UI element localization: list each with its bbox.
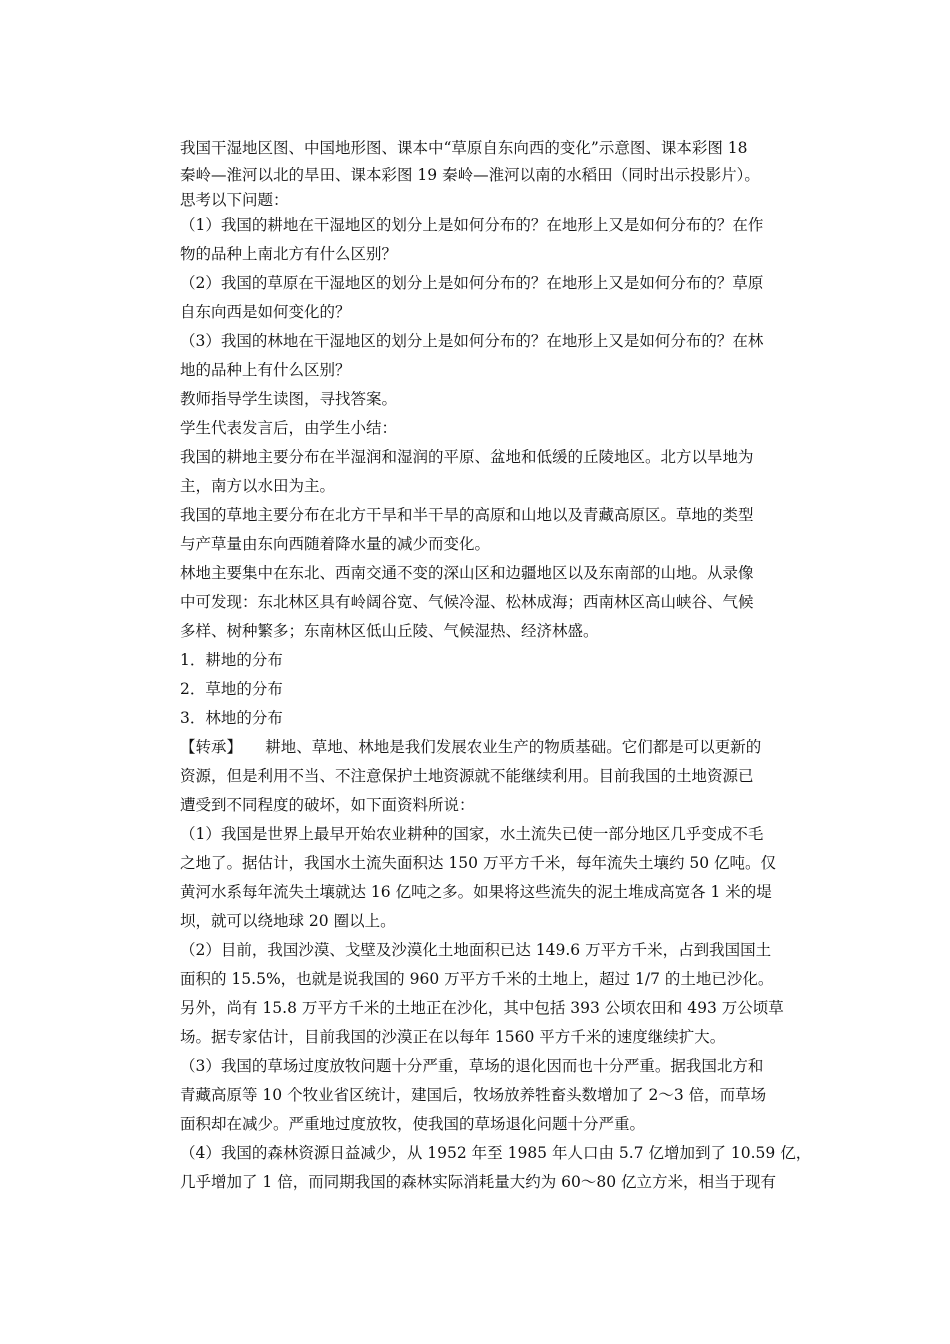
text-line: 青藏高原等 10 个牧业省区统计，建国后，牧场放养牲畜头数增加了 2～3 倍，而草场 <box>180 1086 767 1104</box>
text-line: 我国的草地主要分布在北方干旱和半干旱的高原和山地以及青藏高原区。草地的类型 <box>180 506 754 524</box>
document-page <box>180 135 812 1197</box>
text-line: 之地了。据估计，我国水土流失面积达 150 万平方千米，每年流失土壤约 50 亿吨。仅 <box>180 854 777 872</box>
material-4-line: （4）我国的森林资源日益减少，从 1952 年至 1985 年人口由 5.7 亿增加到了 10.59 亿， <box>180 1144 812 1162</box>
list-item: 2．草地的分布 <box>180 680 283 698</box>
text-line: 地的品种上有什么区别？ <box>180 361 351 379</box>
transition-heading-line: 【转承】 耕地、草地、林地是我们发展农业生产的物质基础。它们都是可以更新的 <box>180 738 762 756</box>
text-line: 教师指导学生读图，寻找答案。 <box>180 390 398 408</box>
text-line: 自东向西是如何变化的？ <box>180 303 351 321</box>
text-line: 几乎增加了 1 倍，而同期我国的森林实际消耗量大约为 60～80 亿立方米，相当于现有 <box>180 1173 777 1191</box>
list-item: 1．耕地的分布 <box>180 651 283 669</box>
text-line: 面积却在减少。严重地过度放牧，使我国的草场退化问题十分严重。 <box>180 1115 646 1133</box>
text-line: 另外，尚有 15.8 万平方千米的土地正在沙化，其中包括 393 公顷农田和 493 万公顷草 <box>180 999 784 1017</box>
text-line: 秦岭—淮河以北的旱田、课本彩图 19 秦岭—淮河以南的水稻田（同时出示投影片）。 <box>180 166 760 184</box>
text-line: 面积的 15.5%，也就是说我国的 960 万平方千米的土地上，超过 1/7 的土地已沙化。 <box>180 970 774 988</box>
text-line: 物的品种上南北方有什么区别？ <box>180 245 398 263</box>
text-line: 学生代表发言后，由学生小结： <box>180 419 398 437</box>
text-line: 中可发现：东北林区具有岭阔谷宽、气候冷湿、松林成海；西南林区高山峡谷、气候 <box>180 593 754 611</box>
text-line: 林地主要集中在东北、西南交通不变的深山区和边疆地区以及东南部的山地。从录像 <box>180 564 754 582</box>
text-line: 黄河水系每年流失土壤就达 16 亿吨之多。如果将这些流失的泥土堆成高宽各 1 米的堤 <box>180 883 772 901</box>
text-line: 我国的耕地主要分布在半湿润和湿润的平原、盆地和低缓的丘陵地区。北方以旱地为 <box>180 448 754 466</box>
material-2-line: （2）目前，我国沙漠、戈壁及沙漠化土地面积已达 149.6 万平方千米，占到我国国土 <box>180 941 772 959</box>
text-line: 资源，但是利用不当、不注意保护土地资源就不能继续利用。目前我国的土地资源已 <box>180 767 754 785</box>
text-line: 主，南方以水田为主。 <box>180 477 336 495</box>
text-line: 遭受到不同程度的破坏，如下面资料所说： <box>180 796 475 814</box>
list-item: 3．林地的分布 <box>180 709 283 727</box>
text-line: 与产草量由东向西随着降水量的减少而变化。 <box>180 535 491 553</box>
text-line: 坝，就可以绕地球 20 圈以上。 <box>180 912 396 930</box>
text-line: 多样、树种繁多；东南林区低山丘陵、气候湿热、经济林盛。 <box>180 622 599 640</box>
question-2-line: （2）我国的草原在干湿地区的划分上是如何分布的？在地形上又是如何分布的？草原 <box>180 274 764 292</box>
question-1-line: （1）我国的耕地在干湿地区的划分上是如何分布的？在地形上又是如何分布的？在作 <box>180 216 764 234</box>
material-1-line: （1）我国是世界上最早开始农业耕种的国家，水土流失已使一部分地区几乎变成不毛 <box>180 825 764 843</box>
question-3-line: （3）我国的林地在干湿地区的划分上是如何分布的？在地形上又是如何分布的？在林 <box>180 332 764 350</box>
text-line: 我国干湿地区图、中国地形图、课本中“草原自东向西的变化”示意图、课本彩图 18 <box>180 139 748 157</box>
text-line: 思考以下问题： <box>180 191 289 209</box>
material-3-line: （3）我国的草场过度放牧问题十分严重，草场的退化因而也十分严重。据我国北方和 <box>180 1057 764 1075</box>
text-line: 场。据专家估计，目前我国的沙漠正在以每年 1560 平方千米的速度继续扩大。 <box>180 1028 726 1046</box>
